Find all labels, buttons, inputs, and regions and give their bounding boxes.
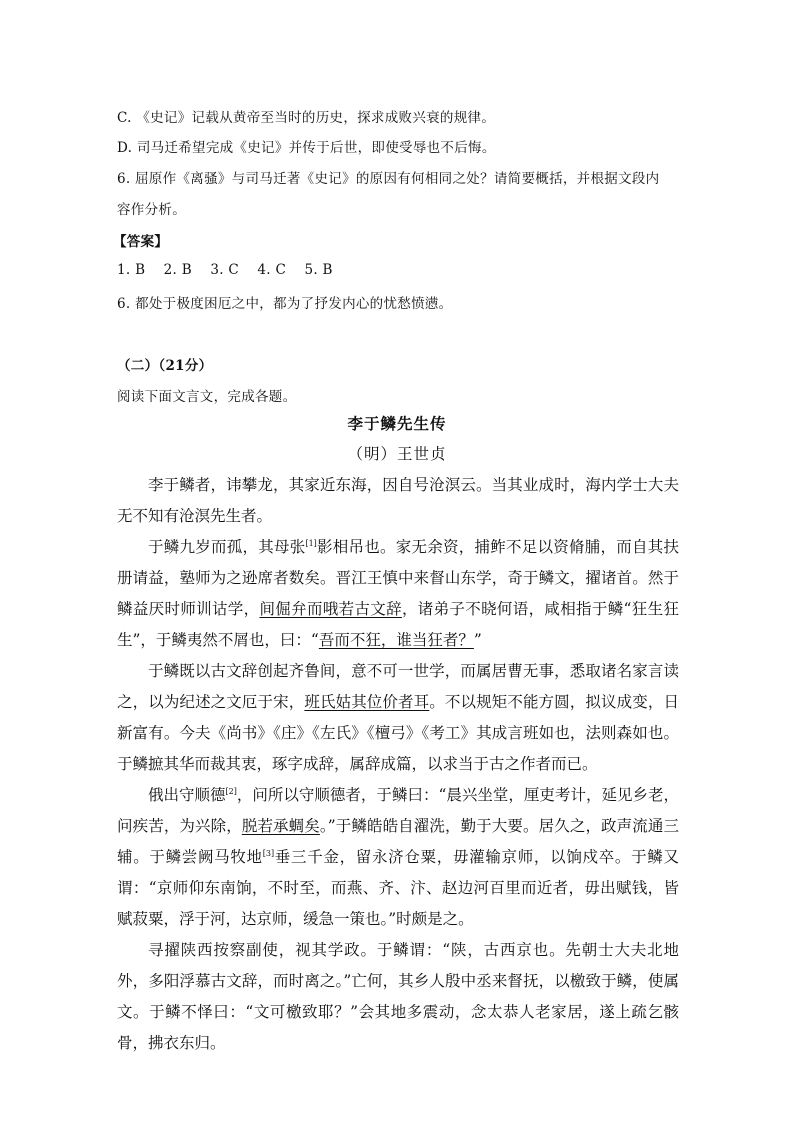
p2-text-a: 于鳞九岁而孤，其母张 — [148, 538, 306, 556]
p4-text-b: ，问所以守顺德者，于鳞曰：“晨兴坐堂，厘吏考计，延见乡老，问疾苦，为兴除， — [117, 786, 679, 835]
p2-text-b: 影相吊也。家无余资，捕鲊不足以资脩脯，而自其扶册请益，塾师为之逊席者数矣。晋江王慎中来督山东学，奇于鳞文，擢诸首。然于鳞益厌时师训诂学， — [117, 538, 679, 618]
p1-text: 李于鳞者，讳攀龙，其家近东海，因自号沧溟云。当其业成时，海内学士大夫无不知有沧溟先生者。 — [117, 476, 679, 525]
footnote-marker-2: [2] — [225, 787, 237, 796]
passage-author: （明）王世贞 — [347, 445, 447, 463]
passage-title: 李于鳞先生传 — [347, 414, 447, 433]
p5-text: 寻擢陕西按察副使，视其学政。于鳞谓：“陕，古西京也。先朝士大夫北地外，多阳浮慕古文辞，而时离之。”亡何，其乡人殷中丞来督抚，以檄致于鳞，使属文。于鳞不怿曰：“文可檄致耶？”会其地多震动，念太恭人老家居，遂上疏乞骸骨，拂衣东归。 — [117, 941, 679, 1052]
section-heading: （二）（21分） — [117, 358, 213, 374]
underlined-phrase-2: 吾而不狂，谁当狂者？ — [318, 631, 474, 649]
p4-text-a: 俄出守顺德 — [148, 786, 226, 804]
footnote-marker-3: [3] — [262, 849, 275, 858]
section-instruction: 阅读下面文言文，完成各题。 — [117, 389, 297, 405]
p4-text-c: 。”于鳞皓皓自濯洗，勤于大要。居久之，政声流通三辅。于鳞尝阙马牧地 — [117, 817, 679, 866]
option-c: C. 《史记》记载从黄帝至当时的历史，探求成败兴衰的规律。 — [117, 110, 496, 126]
paragraph-2 — [117, 532, 679, 656]
paragraph-4 — [117, 780, 679, 935]
p2-text-d: ” — [473, 631, 482, 649]
footnote-marker-1: [1] — [305, 539, 317, 548]
underlined-phrase-4: 脱若承蜩矣 — [241, 817, 320, 835]
paragraph-3 — [117, 656, 679, 780]
question-6-line-2: 容作分析。 — [117, 202, 186, 218]
p4-text-d: 垂三千金，留永济仓粟，毋灌输京师，以饷戍卒。于鳞又谓：“京师仰东南饷，不时至，而燕、齐、汴、赵边河百里而近者，毋出赋钱，皆赋菽粟，浮于河，达京师，缓急一策也。”时颇是之。 — [117, 848, 679, 928]
p2-text-c: ，诸弟子不晓何语，咸相指于鳞“狂生狂生”，于鳞夷然不屑也，曰：“ — [117, 600, 679, 649]
answer-heading: 【答案】 — [113, 234, 169, 250]
paragraph-5 — [117, 935, 679, 1059]
answer-choices: 1. B 2. B 3. C 4. C 5. B — [117, 262, 333, 278]
underlined-phrase-3: 班氏姑其位价者耳 — [304, 693, 430, 711]
underlined-phrase-1: 间倔弁而哦若古文辞 — [259, 600, 402, 618]
paragraph-1 — [117, 470, 679, 532]
question-6-line-1: 6. 屈原作《离骚》与司马迁著《史记》的原因有何相同之处？请简要概括，并根据文段内 — [117, 171, 660, 187]
p3-text-a: 于鳞既以古文辞创起齐鲁间，意不可一世学，而属居曹无事，悉取诸名家言读之，以为纪述之文厄于宋， — [117, 662, 679, 711]
answer-q6: 6. 都处于极度困厄之中，都为了抒发内心的忧愁愤懑。 — [117, 296, 453, 312]
option-d: D. 司马迁希望完成《史记》并传于后世，即使受辱也不后悔。 — [117, 140, 496, 156]
p3-text-b: 。不以规矩不能方圆，拟议成变，日新富有。今夫《尚书》《庄》《左氏》《檀弓》《考工》其成言班如也，法则森如也。于鳞摭其华而裁其衷，琢字成辞，属辞成篇，以求当于古之作者而已。 — [117, 693, 679, 773]
